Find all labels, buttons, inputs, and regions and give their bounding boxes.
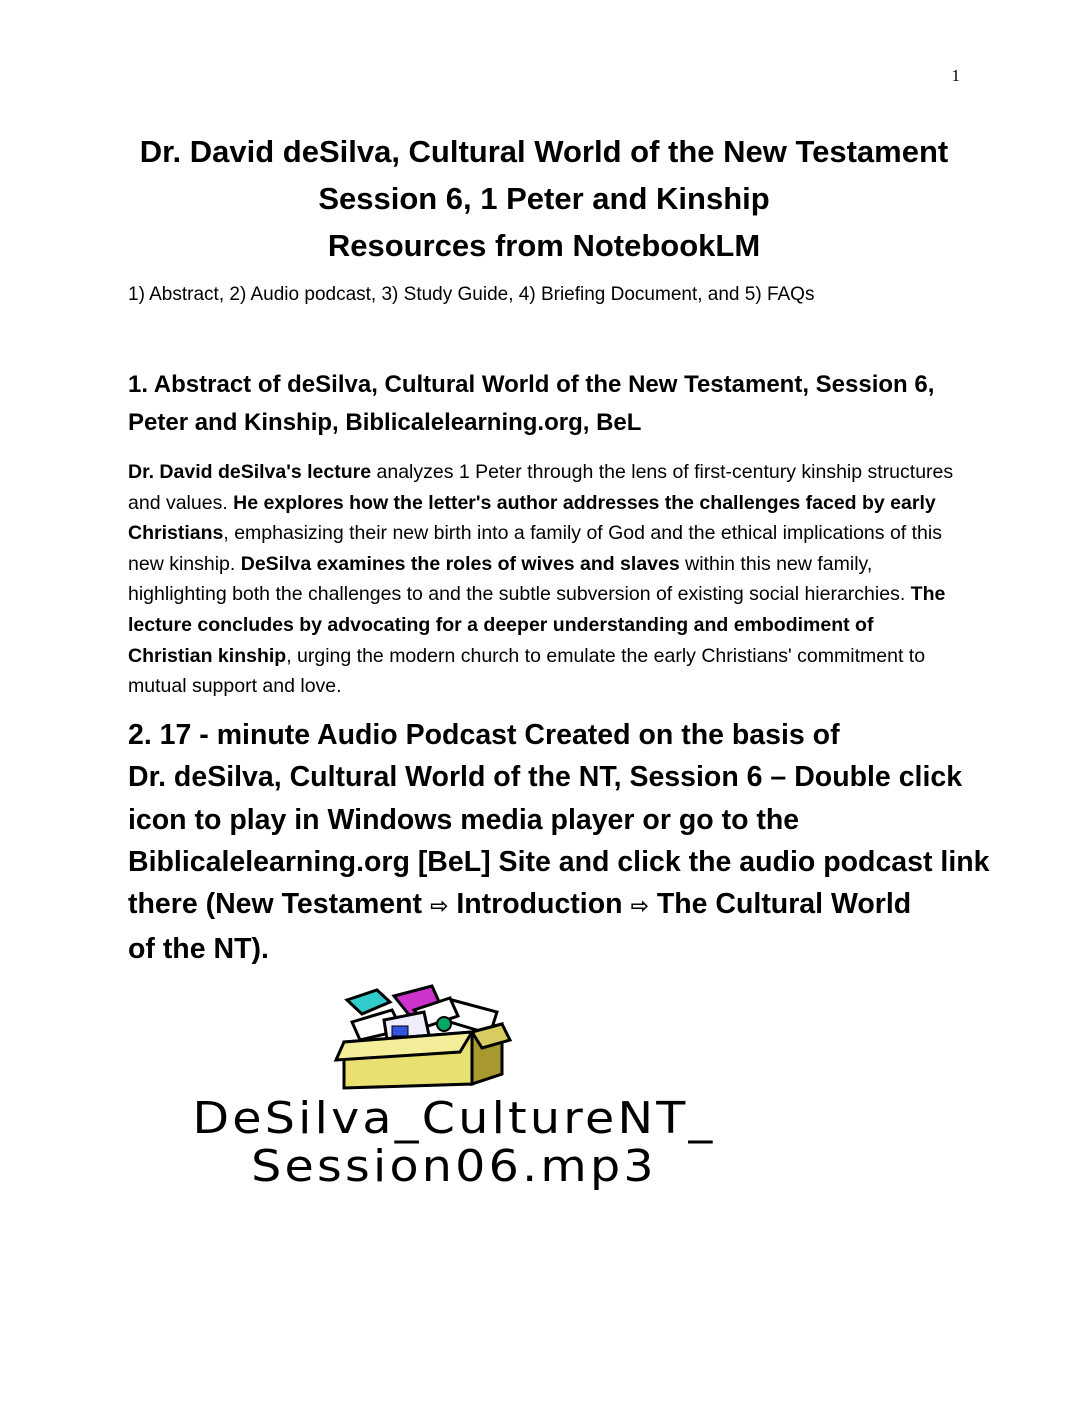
- abstract-bold-2: He explores how the letter's author addresses the challenges faced by early Christians: [128, 491, 936, 545]
- arrow-right-icon: ⇨: [630, 894, 649, 920]
- section-1-heading-line-1: 1. Abstract of deSilva, Cultural World of the New Testament, Session 6,: [128, 371, 935, 398]
- abstract-text-2: , emphasizing their new birth into a family of God and the ethical implications of this new kinship.: [128, 522, 942, 575]
- document-title: [0, 128, 1088, 269]
- file-label-line-2: Session06.mp3: [251, 1141, 657, 1192]
- abstract-bold-1: Dr. David deSilva's lecture: [128, 461, 372, 483]
- abstract-paragraph: [128, 457, 958, 702]
- contents-list: 1) Abstract, 2) Audio podcast, 3) Study Guide, 4) Briefing Document, and 5) FAQs: [128, 284, 815, 305]
- section-2-line-5: [128, 883, 968, 928]
- audio-file-label[interactable]: [130, 1095, 778, 1191]
- file-label-line-1: DeSilva_CultureNT_: [192, 1093, 716, 1144]
- arrow-right-icon: ⇨: [429, 894, 449, 920]
- title-line-1: Dr. David deSilva, Cultural World of the New Testament: [139, 134, 949, 169]
- title-line-3: Resources from NotebookLM: [327, 228, 761, 263]
- abstract-bold-4: The lecture concludes by advocating for a deeper understanding and embodiment of Christian kinship: [128, 583, 946, 667]
- abstract-bold-3: DeSilva examines the roles of wives and slaves: [240, 552, 680, 575]
- section-2-line-5-part-c: The Cultural World: [648, 888, 912, 921]
- section-2-line-5-part-b: Introduction: [448, 888, 631, 921]
- section-1-heading: [128, 366, 968, 442]
- abstract-text-3: within this new family, highlighting both the challenges to and the subtle subversion of existing social hierarchies.: [128, 552, 911, 606]
- section-2-line-6: of the NT).: [128, 933, 269, 966]
- section-2-heading: [128, 714, 990, 971]
- section-2-line-1: 2. 17 - minute Audio Podcast Created on the basis of: [128, 719, 840, 751]
- title-line-2: Session 6, 1 Peter and Kinship: [318, 181, 770, 216]
- section-2-line-2: Dr. deSilva, Cultural World of the NT, Session 6 – Double click: [128, 761, 963, 794]
- section-1-heading-line-2: Peter and Kinship, Biblicalelearning.org, BeL: [128, 409, 642, 436]
- package-icon[interactable]: [332, 982, 522, 1092]
- section-2-line-5-part-a: there (New Testament: [128, 888, 430, 921]
- section-2-line-4: Biblicalelearning.org [BeL] Site and click the audio podcast link: [128, 845, 990, 878]
- abstract-text-1: analyzes 1 Peter through the lens of first-century kinship structures and values.: [128, 461, 954, 514]
- section-2-line-3: icon to play in Windows media player or go to the: [128, 803, 800, 836]
- abstract-text-4: , urging the modern church to emulate the early Christians' commitment to mutual support and love.: [128, 644, 926, 698]
- page-number: 1: [951, 66, 960, 85]
